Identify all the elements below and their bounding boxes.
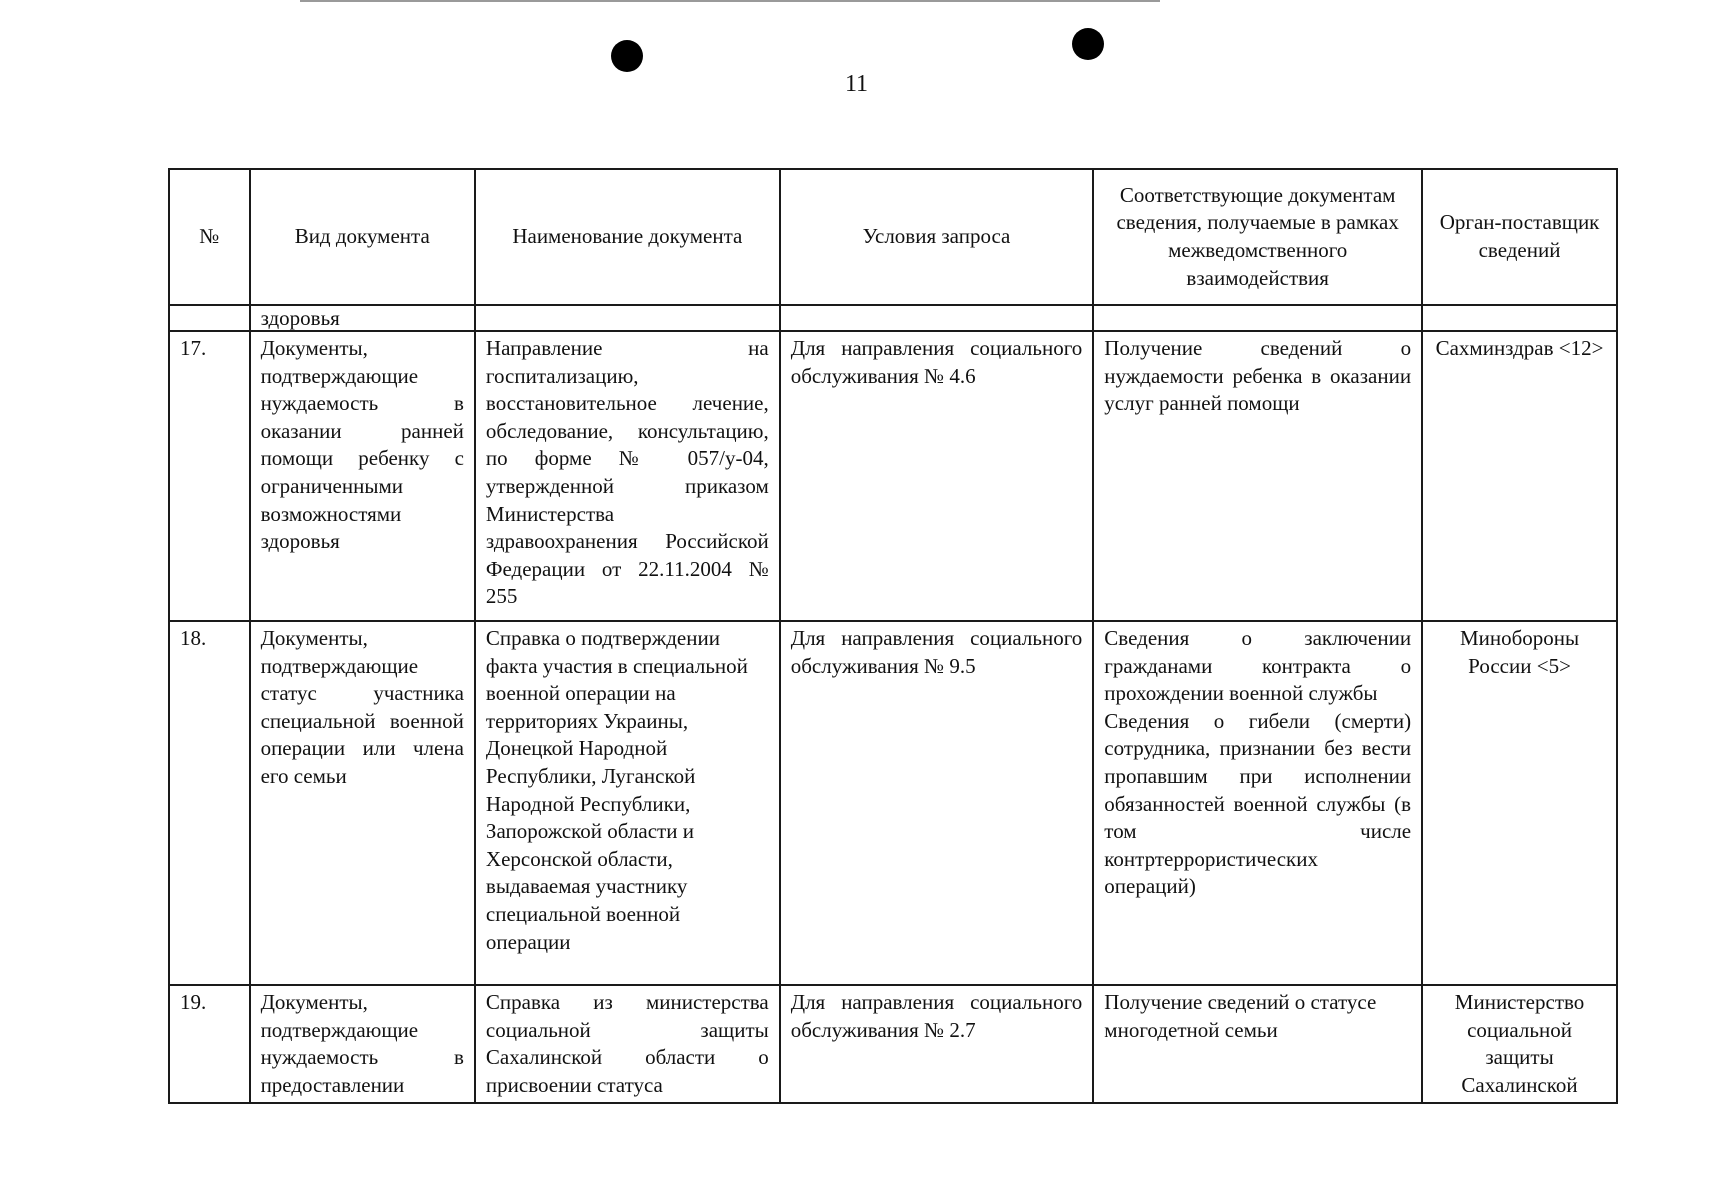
page-number: 11 <box>844 71 869 97</box>
binding-hole-mark <box>611 40 643 72</box>
binding-hole-mark <box>1072 28 1104 60</box>
documents-table <box>168 168 1618 1104</box>
cell-info-provider: Министерство социальной защиты Сахалинской <box>1422 985 1617 1103</box>
table-row-continuation <box>169 305 1617 331</box>
table-row <box>169 985 1617 1103</box>
cell-number: 17. <box>169 331 250 621</box>
cell-number <box>169 305 250 331</box>
table-row <box>169 331 1617 621</box>
cell-interagency-info <box>1093 305 1422 331</box>
table-row <box>169 621 1617 985</box>
cell-document-name <box>475 305 780 331</box>
cell-request-conditions <box>780 305 1094 331</box>
cell-number: 19. <box>169 985 250 1103</box>
cell-interagency-info: Получение сведений о нуждаемости ребенка в оказании услуг ранней помощи <box>1093 331 1422 621</box>
cell-request-conditions: Для направления социального обслуживания № 9.5 <box>780 621 1094 985</box>
cell-document-kind: Документы, подтверждающие нуждаемость в предоставлении <box>250 985 475 1103</box>
table-header-row <box>169 169 1617 305</box>
cell-document-name: Направление на госпитализацию, восстановительное лечение, обследование, консультацию, по форме № 057/у-04, утвержденной приказом Министерства здравоохранения Российской Федерации от 22.11.2004 № 255 <box>475 331 780 621</box>
header-number: № <box>169 169 250 305</box>
cell-document-kind: здоровья <box>250 305 475 331</box>
info-paragraph: Сведения о гибели (смерти) сотрудника, признании без вести пропавшим при исполнении обязанностей военной службы (в том числе контртеррористических операций) <box>1104 708 1412 899</box>
header-info-provider: Орган-поставщик сведений <box>1422 169 1617 305</box>
cell-number: 18. <box>169 621 250 985</box>
info-paragraph: Сведения о заключении гражданами контракта о прохождении военной службы <box>1104 626 1412 706</box>
cell-request-conditions: Для направления социального обслуживания № 2.7 <box>780 985 1094 1103</box>
cell-interagency-info <box>1093 621 1422 985</box>
cell-info-provider: Сахминздрав <12> <box>1422 331 1617 621</box>
cell-document-name: Справка о подтверждении факта участия в специальной военной операции на территориях Украины, Донецкой Народной Республики, Луганской Народной Республики, Запорожской области и Херсонской области, выдаваемая участнику специальной военной операции <box>475 621 780 985</box>
cell-info-provider: Минобороны России <5> <box>1422 621 1617 985</box>
cell-info-provider <box>1422 305 1617 331</box>
header-request-conditions: Условия запроса <box>780 169 1094 305</box>
cell-interagency-info: Получение сведений о статусе многодетной семьи <box>1093 985 1422 1103</box>
cell-document-name: Справка из министерства социальной защиты Сахалинской области о присвоении статуса <box>475 985 780 1103</box>
scan-top-edge <box>300 0 1160 2</box>
header-document-name: Наименование документа <box>475 169 780 305</box>
cell-document-kind: Документы, подтверждающие нуждаемость в оказании ранней помощи ребенку с ограниченными возможностями здоровья <box>250 331 475 621</box>
header-document-kind: Вид документа <box>250 169 475 305</box>
header-interagency-info: Соответствующие документам сведения, получаемые в рамках межведомственного взаимодействия <box>1093 169 1422 305</box>
cell-request-conditions: Для направления социального обслуживания № 4.6 <box>780 331 1094 621</box>
cell-document-kind: Документы, подтверждающие статус участника специальной военной операции или члена его семьи <box>250 621 475 985</box>
